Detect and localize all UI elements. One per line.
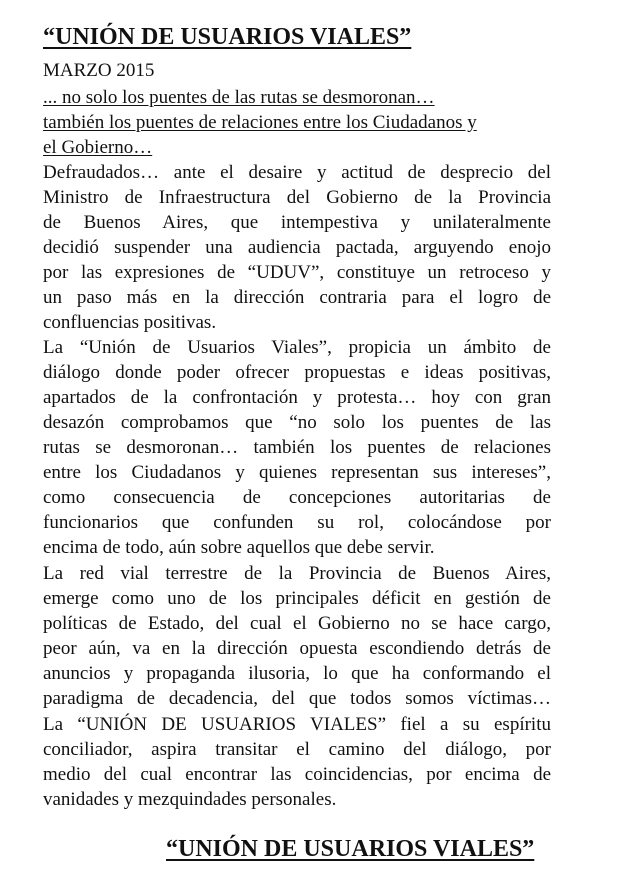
closing-signature: “UNIÓN DE USUARIOS VIALES” — [166, 836, 535, 862]
text-line: medio del cual encontrar las coincidencias, por encima de — [43, 764, 551, 785]
subtitle-line: el Gobierno… — [43, 137, 153, 158]
text-line: peor aún, va en la dirección opuesta escondiendo detrás de — [43, 638, 551, 659]
text-line: por las expresiones de “UDUV”, constituye un retroceso y — [43, 262, 551, 283]
text-line: paradigma de decadencia, del que todos somos víctimas… — [43, 688, 551, 709]
subtitle-line: ... no solo los puentes de las rutas se desmoronan… — [43, 87, 435, 108]
document-date: MARZO 2015 — [43, 60, 155, 81]
text-line: encima de todo, aún sobre aquellos que debe servir. — [43, 537, 435, 558]
text-line: Defraudados… ante el desaire y actitud de desprecio del — [43, 162, 551, 183]
document-title: “UNIÓN DE USUARIOS VIALES” — [43, 24, 412, 50]
text-line: como consecuencia de concepciones autoritarias de — [43, 487, 551, 508]
paragraph-3 — [43, 561, 551, 711]
paragraph-4 — [43, 712, 551, 812]
text-line: entre los Ciudadanos y quienes representan sus intereses”, — [43, 462, 551, 483]
text-line: decidió suspender una audiencia pactada, arguyendo enojo — [43, 237, 551, 258]
text-line: vanidades y mezquindades personales. — [43, 789, 337, 810]
text-line: anuncios y propaganda ilusoria, lo que ha conformando el — [43, 663, 551, 684]
text-line: confluencias positivas. — [43, 312, 217, 333]
text-line: La “UNIÓN DE USUARIOS VIALES” fiel a su espíritu — [43, 714, 551, 735]
text-line: La red vial terrestre de la Provincia de Buenos Aires, — [43, 563, 551, 584]
text-line: conciliador, aspira transitar el camino del diálogo, por — [43, 739, 551, 760]
paragraph-2 — [43, 335, 551, 560]
text-line: La “Unión de Usuarios Viales”, propicia un ámbito de — [43, 337, 551, 358]
text-line: funcionarios que confunden su rol, colocándose por — [43, 512, 551, 533]
text-line: diálogo donde poder ofrecer propuestas e ideas positivas, — [43, 362, 551, 383]
text-line: Ministro de Infraestructura del Gobierno de la Provincia — [43, 187, 551, 208]
text-line: emerge como uno de los principales déficit en gestión de — [43, 588, 551, 609]
text-line: un paso más en la dirección contraria para el logro de — [43, 287, 551, 308]
document-subtitle — [43, 85, 543, 160]
text-line: rutas se desmoronan… también los puentes de relaciones — [43, 437, 551, 458]
text-line: desazón comprobamos que “no solo los puentes de las — [43, 412, 551, 433]
text-line: de Buenos Aires, que intempestiva y unilateralmente — [43, 212, 551, 233]
text-line: políticas de Estado, del cual el Gobierno no se hace cargo, — [43, 613, 551, 634]
paragraph-1 — [43, 160, 551, 335]
text-line: apartados de la confrontación y protesta… hoy con gran — [43, 387, 551, 408]
subtitle-line: también los puentes de relaciones entre los Ciudadanos y — [43, 112, 477, 133]
